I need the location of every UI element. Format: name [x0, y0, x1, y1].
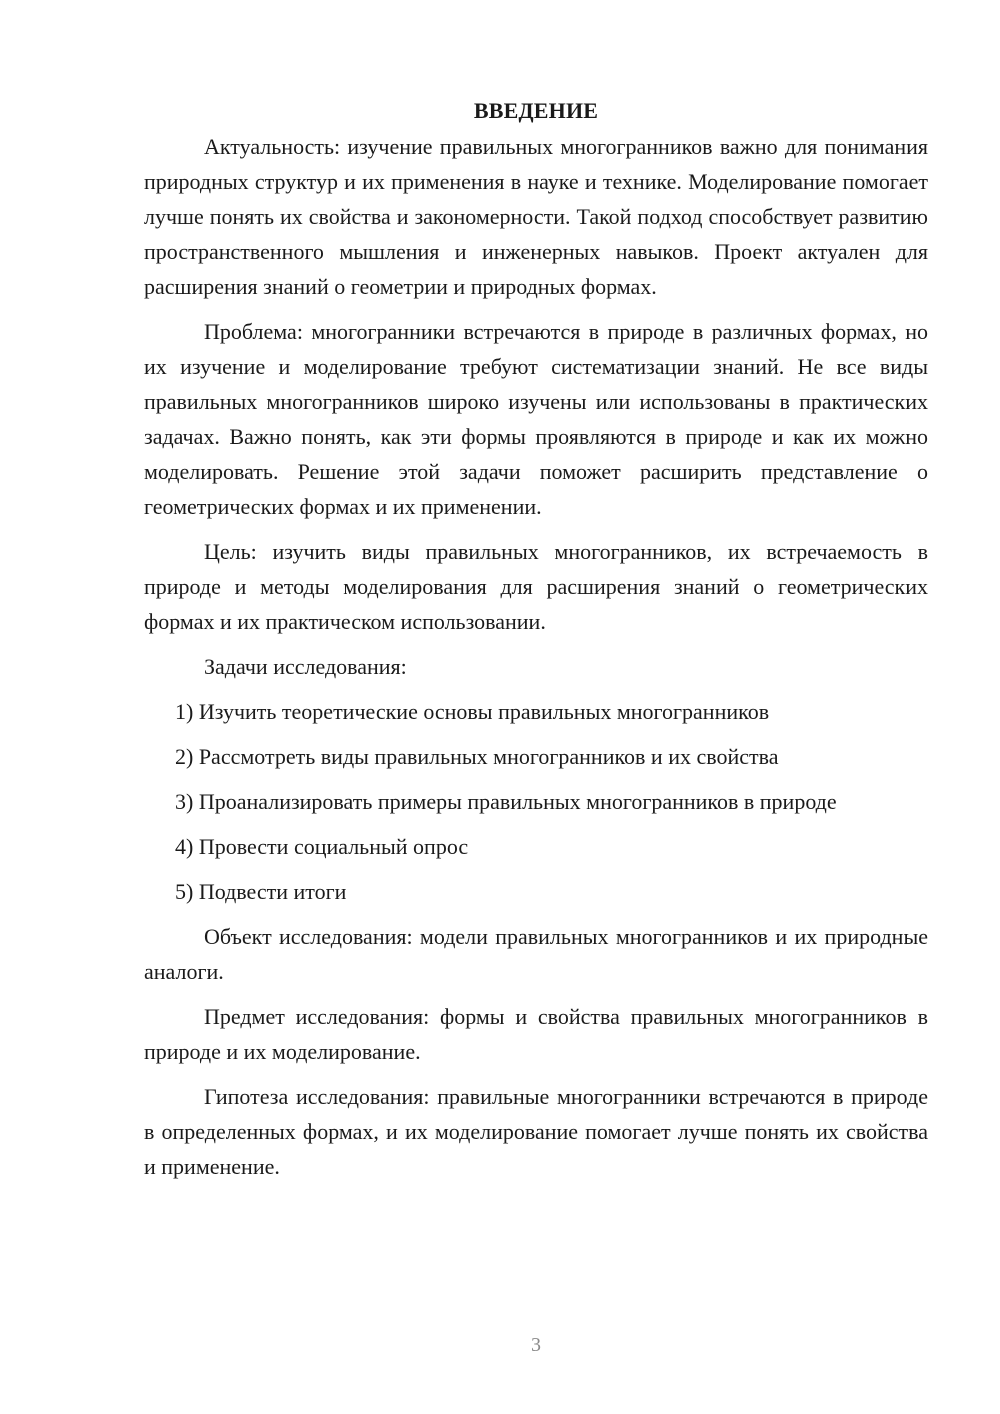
tasks-heading: Задачи исследования:	[204, 654, 407, 679]
paragraph-relevance: Актуальность: изучение правильных многогранников важно для понимания природных структур и их применения в науке и технике. Моделирование помогает лучше понять их свойства и закономерности. Такой подход способствует развитию пространственного мышления и инженерных навыков. Проект актуален для расширения знаний о геометрии и природных формах.	[144, 134, 928, 299]
task-item-3: 3) Проанализировать примеры правильных многогранников в природе	[175, 789, 837, 814]
page-number: 3	[531, 1334, 541, 1356]
task-item-5: 5) Подвести итоги	[175, 879, 347, 904]
paragraph-problem: Проблема: многогранники встречаются в природе в различных формах, но их изучение и моделирование требуют систематизации знаний. Не все виды правильных многогранников широко изучены или использованы в практических задачах. Важно понять, как эти формы проявляются в природе и как их можно моделировать. Решение этой задачи поможет расширить представление о геометрических формах и их применении.	[144, 319, 928, 519]
section-title: ВВЕДЕНИЕ	[473, 98, 599, 123]
paragraph-object: Объект исследования: модели правильных многогранников и их природные аналоги.	[144, 924, 928, 984]
task-item-2: 2) Рассмотреть виды правильных многогранников и их свойства	[175, 744, 779, 769]
paragraph-goal: Цель: изучить виды правильных многогранников, их встречаемость в природе и методы моделирования для расширения знаний о геометрических формах и их практическом использовании.	[144, 539, 928, 634]
task-item-4: 4) Провести социальный опрос	[175, 834, 469, 859]
task-item-1: 1) Изучить теоретические основы правильных многогранников	[175, 699, 770, 724]
paragraph-hypothesis: Гипотеза исследования: правильные многогранники встречаются в природе в определенных формах, и их моделирование помогает лучше понять их свойства и применение.	[144, 1084, 928, 1179]
paragraph-subject: Предмет исследования: формы и свойства правильных многогранников в природе и их моделирование.	[144, 1004, 928, 1064]
document-page	[144, 95, 928, 1194]
